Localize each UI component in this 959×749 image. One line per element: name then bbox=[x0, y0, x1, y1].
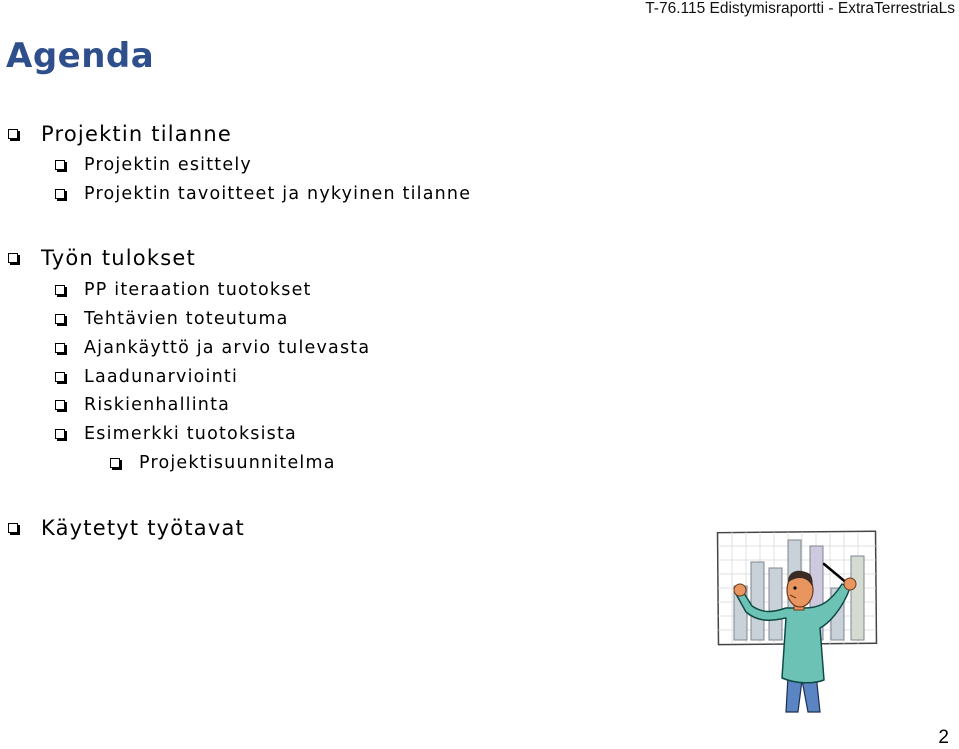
agenda-item-tyon-tulokset bbox=[8, 244, 196, 272]
checkbox-bullet-icon bbox=[55, 343, 65, 353]
checkbox-bullet-icon bbox=[55, 160, 65, 170]
checkbox-bullet-icon bbox=[8, 523, 18, 533]
checkbox-bullet-icon bbox=[55, 285, 65, 295]
agenda-subsubitem-label: Projektisuunnitelma bbox=[139, 453, 336, 473]
checkbox-bullet-icon bbox=[8, 129, 18, 139]
checkbox-bullet-icon bbox=[55, 372, 65, 382]
agenda-subitem-label: Projektin tavoitteet ja nykyinen tilanne bbox=[84, 184, 472, 204]
agenda-subitem-label: Riskienhallinta bbox=[84, 395, 231, 415]
agenda-subitem bbox=[55, 336, 370, 360]
checkbox-bullet-icon bbox=[55, 189, 65, 199]
agenda-subitem bbox=[55, 422, 297, 446]
checkbox-bullet-icon bbox=[8, 253, 18, 263]
agenda-item-label: Käytetyt työtavat bbox=[41, 516, 245, 540]
agenda-subsubitem bbox=[110, 451, 336, 475]
agenda-subitem bbox=[55, 182, 471, 206]
agenda-subitem-label: Esimerkki tuotoksista bbox=[84, 424, 297, 444]
agenda-subitem-label: Projektin esittely bbox=[84, 155, 252, 175]
agenda-item-label: Projektin tilanne bbox=[41, 122, 232, 146]
agenda-subitem bbox=[55, 278, 312, 302]
agenda-subitem-label: Ajankäyttö ja arvio tulevasta bbox=[84, 338, 371, 358]
header-course-title: T-76.115 Edistymisraportti - ExtraTerrestriaLs bbox=[645, 0, 955, 17]
agenda-item-kaytetyt-tyotavat bbox=[8, 514, 245, 542]
agenda-subitem-label: Laadunarviointi bbox=[84, 367, 239, 387]
checkbox-bullet-icon bbox=[55, 429, 65, 439]
presenter-with-bar-chart-icon bbox=[716, 528, 882, 714]
agenda-subitem bbox=[55, 307, 289, 331]
slide-title: Agenda bbox=[6, 36, 155, 76]
checkbox-bullet-icon bbox=[110, 458, 120, 468]
checkbox-bullet-icon bbox=[55, 314, 65, 324]
agenda-item-projektin-tilanne bbox=[8, 120, 232, 148]
agenda-subitem bbox=[55, 365, 238, 389]
agenda-subitem-label: Tehtävien toteutuma bbox=[84, 309, 289, 329]
agenda-subitem bbox=[55, 153, 252, 177]
checkbox-bullet-icon bbox=[55, 400, 65, 410]
agenda-subitem-label: PP iteraation tuotokset bbox=[84, 280, 312, 300]
agenda-subitem bbox=[55, 393, 230, 417]
page-number: 2 bbox=[938, 727, 949, 748]
agenda-item-label: Työn tulokset bbox=[41, 246, 196, 270]
